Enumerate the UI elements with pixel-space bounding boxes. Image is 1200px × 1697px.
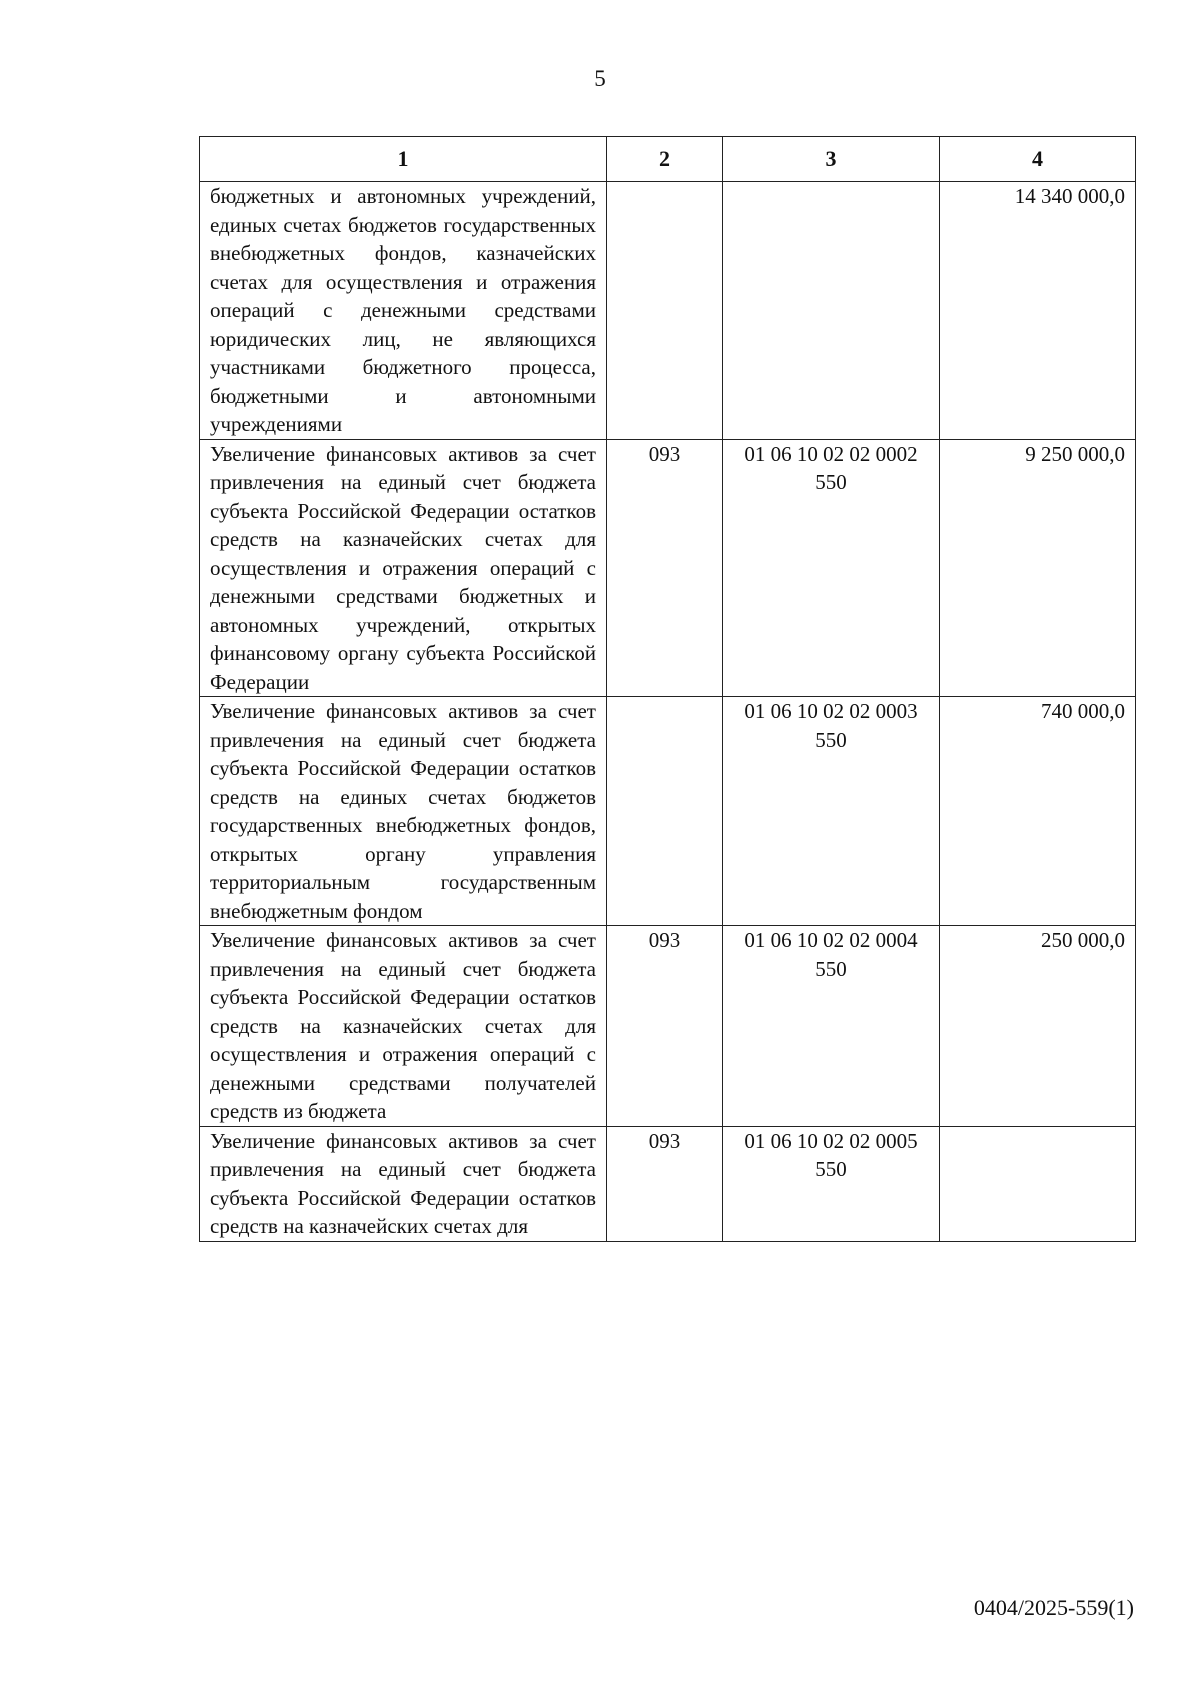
table-row (200, 182, 1136, 440)
row-description: Увеличение финансовых активов за счет привлечения на единый счет бюджета субъекта Российской Федерации остатков средств на казначейских счетах для осуществления и отражения операций с денежными средствами бюджетных и автономных учреждений, открытых финансовому органу субъекта Российской Федерации (200, 439, 607, 697)
row-budget-code: 01 06 10 02 02 0003 550 (723, 697, 940, 926)
row-admin-code (607, 697, 723, 926)
row-description: Увеличение финансовых активов за счет привлечения на единый счет бюджета субъекта Российской Федерации остатков средств на единых счетах бюджетов государственных внебюджетных фондов, открытых органу управления территориальным государственным внебюджетным фондом (200, 697, 607, 926)
row-admin-code (607, 182, 723, 440)
column-header-1: 1 (200, 137, 607, 182)
row-admin-code: 093 (607, 1126, 723, 1241)
table-row (200, 697, 1136, 926)
row-description: Увеличение финансовых активов за счет привлечения на единый счет бюджета субъекта Российской Федерации остатков средств на казначейских счетах для осуществления и отражения операций с денежными средствами получателей средств из бюджета (200, 926, 607, 1127)
row-budget-code: 01 06 10 02 02 0002 550 (723, 439, 940, 697)
row-amount (940, 1126, 1136, 1241)
document-id: 0404/2025-559(1) (973, 1595, 1134, 1620)
column-header-2: 2 (607, 137, 723, 182)
row-budget-code: 01 06 10 02 02 0005 550 (723, 1126, 940, 1241)
row-amount: 9 250 000,0 (940, 439, 1136, 697)
column-header-3: 3 (723, 137, 940, 182)
row-budget-code: 01 06 10 02 02 0004 550 (723, 926, 940, 1127)
row-description: бюджетных и автономных учреждений, единых счетах бюджетов государственных внебюджетных фондов, казначейских счетах для осуществления и отражения операций с денежными средствами юридических лиц, не являющихся участниками бюджетного процесса, бюджетными и автономными учреждениями (200, 182, 607, 440)
column-header-4: 4 (940, 137, 1136, 182)
budget-sources-table (199, 136, 1136, 1242)
table-header-row (200, 137, 1136, 182)
table-row (200, 1126, 1136, 1241)
row-amount: 250 000,0 (940, 926, 1136, 1127)
row-admin-code: 093 (607, 439, 723, 697)
page-number: 5 (594, 66, 606, 91)
row-description: Увеличение финансовых активов за счет привлечения на единый счет бюджета субъекта Российской Федерации остатков средств на казначейских счетах для (200, 1126, 607, 1241)
row-admin-code: 093 (607, 926, 723, 1127)
row-amount: 14 340 000,0 (940, 182, 1136, 440)
table-row (200, 926, 1136, 1127)
row-amount: 740 000,0 (940, 697, 1136, 926)
table-row (200, 439, 1136, 697)
row-budget-code (723, 182, 940, 440)
